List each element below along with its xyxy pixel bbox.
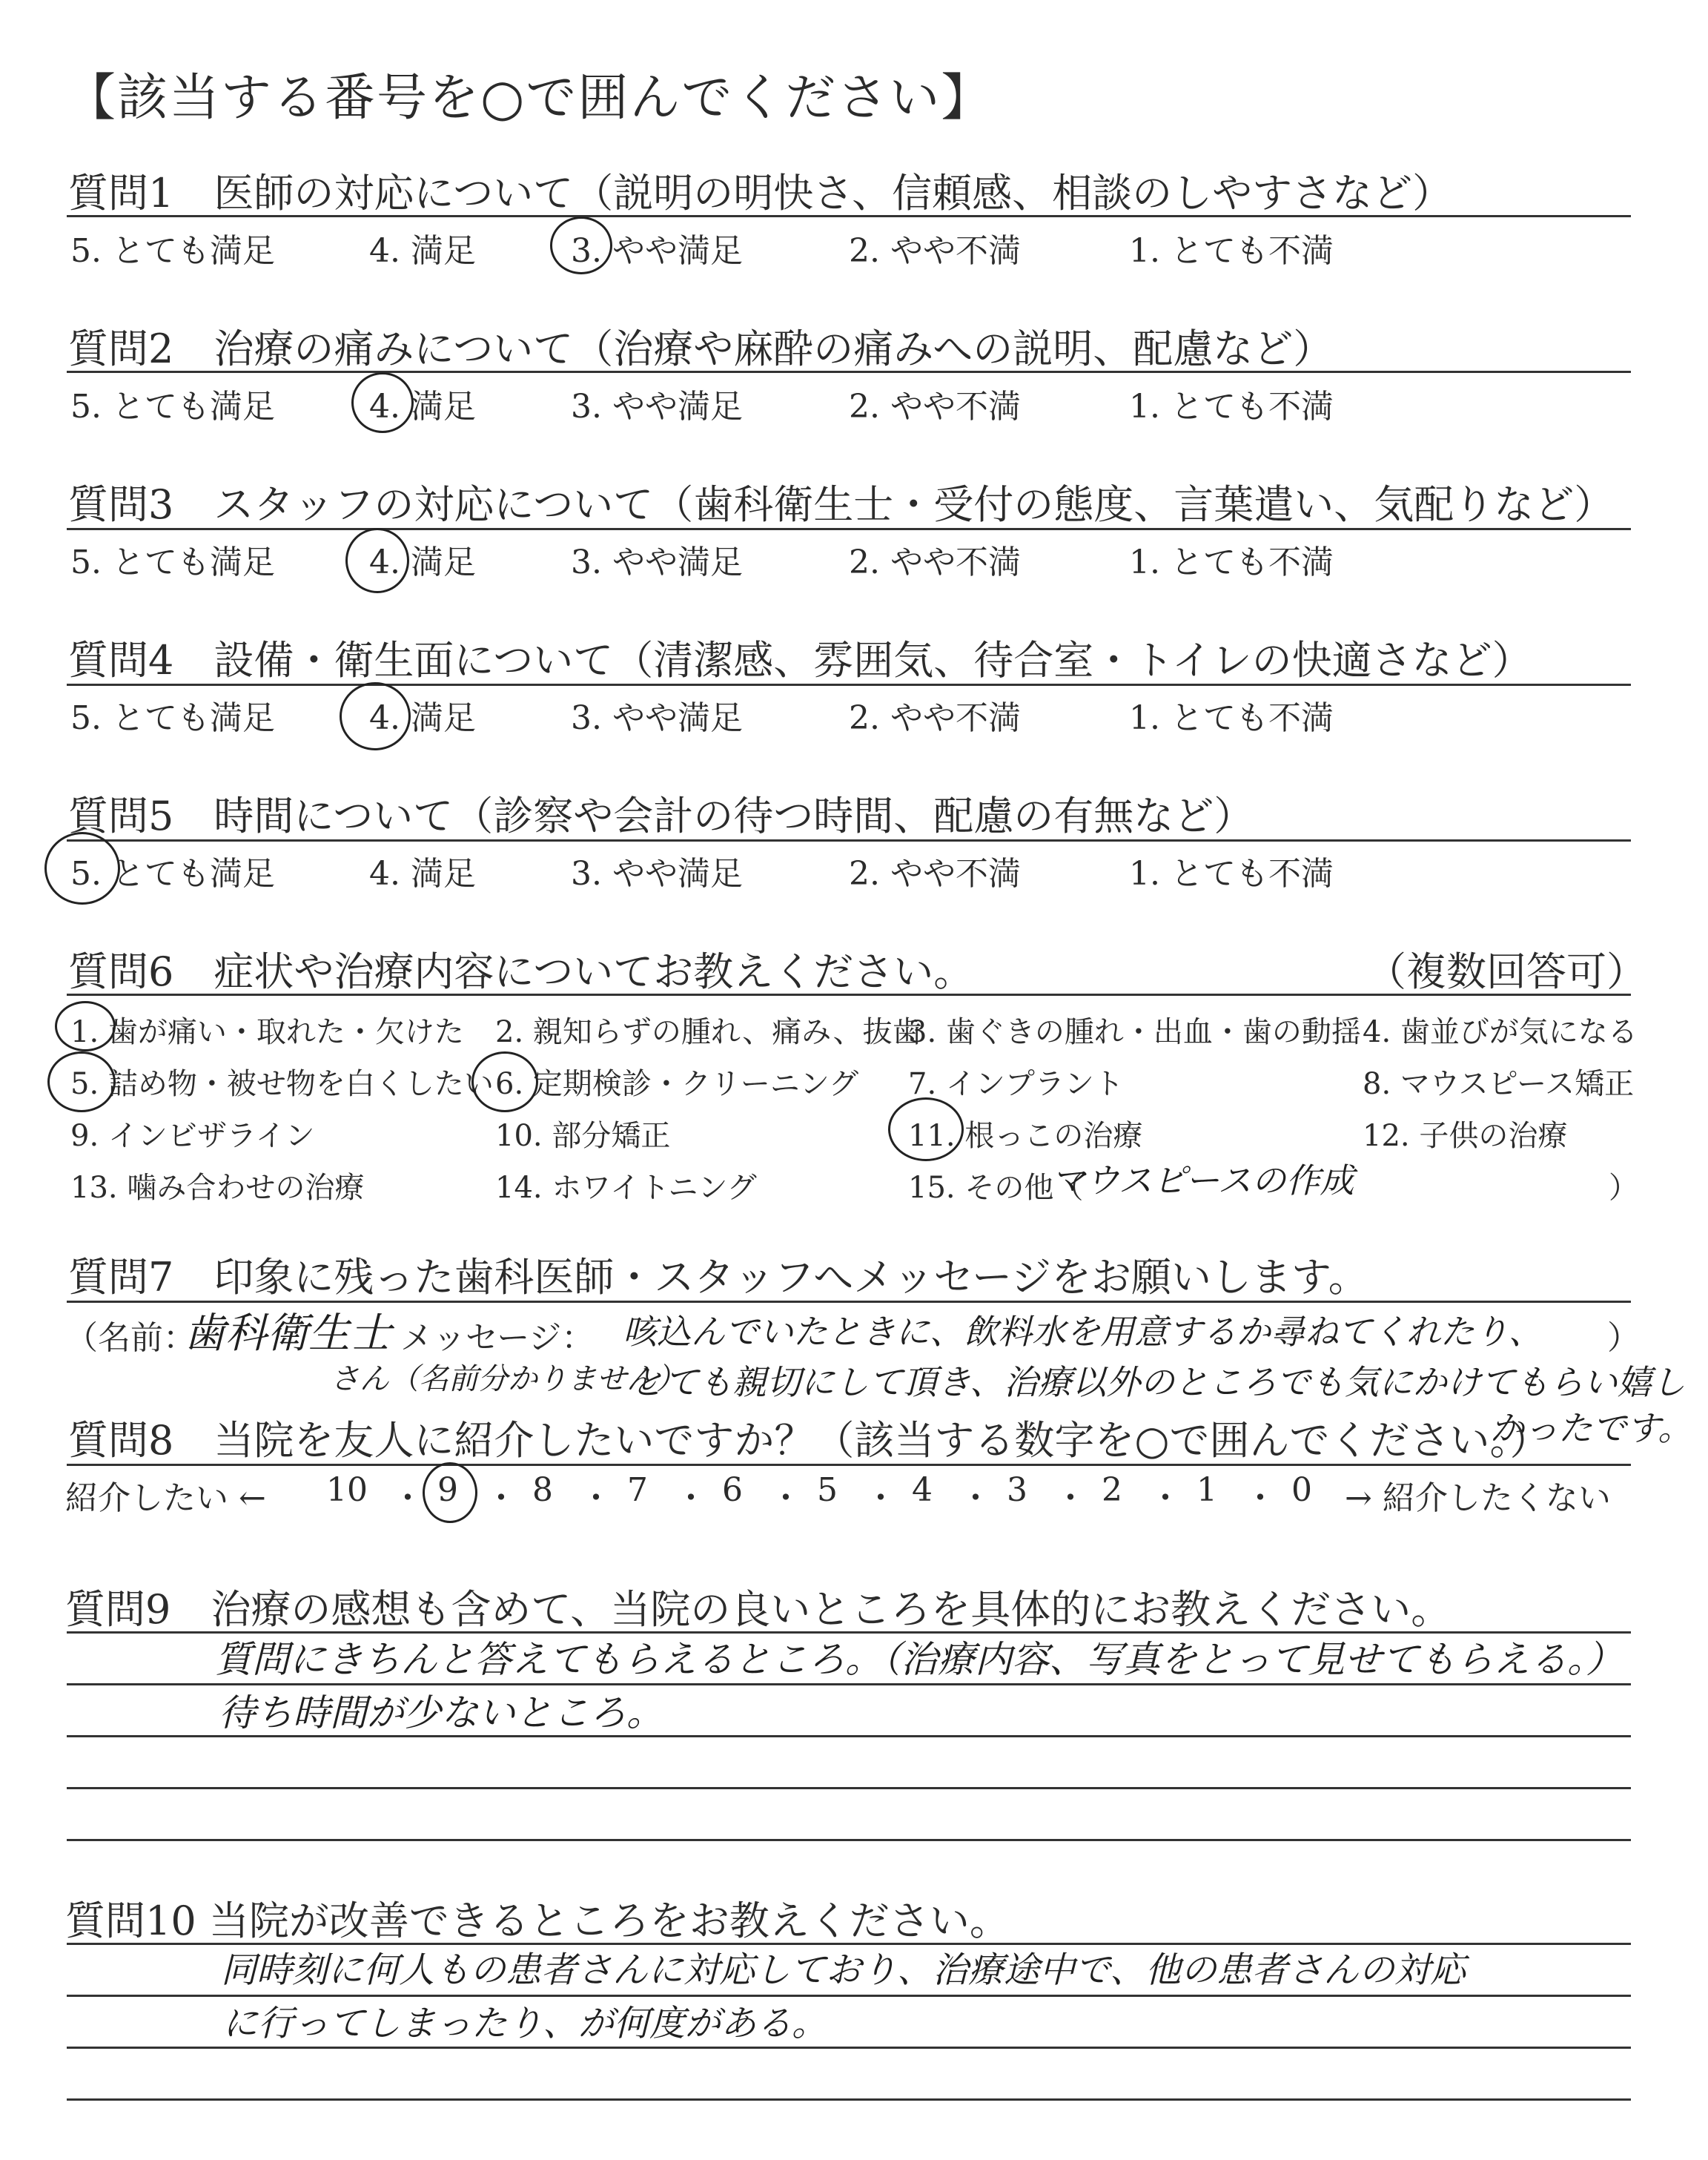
q3-option-5[interactable]: 5. とても満足 bbox=[70, 544, 275, 581]
q4-rule bbox=[67, 684, 1631, 686]
q5-title: 質問5 時間について（診察や会計の待つ時間、配慮の有無など） bbox=[68, 793, 1254, 839]
q6-title: 質問6 症状や治療内容についてお教えください。 bbox=[68, 948, 974, 995]
q6-option-11[interactable]: 11. 根っこの治療 bbox=[908, 1119, 1143, 1153]
q2-option-5[interactable]: 5. とても満足 bbox=[70, 388, 275, 426]
q6-option-10[interactable]: 10. 部分矯正 bbox=[495, 1119, 671, 1153]
q6-note: （複数回答可） bbox=[1366, 948, 1646, 995]
q8-value-9[interactable]: 9 bbox=[437, 1471, 458, 1509]
q8-separator: ・ bbox=[769, 1479, 802, 1517]
q1-option-3[interactable]: 3. やや満足 bbox=[571, 232, 743, 270]
q9-answer-line-1: 質問にきちんと答えてもらえるところ。（治療内容、写真をとって見せてもらえる。） bbox=[215, 1638, 1623, 1681]
q7-message-handwriting-2: とても親切にして頂き、治療以外のところでも気にかけてもらい嬉し bbox=[630, 1362, 1686, 1402]
q2-selection-circle bbox=[351, 372, 414, 433]
q6-other-handwriting: マウスピースの作成 bbox=[1051, 1160, 1354, 1200]
q6-option-13[interactable]: 13. 噛み合わせの治療 bbox=[70, 1171, 365, 1205]
q8-separator: ・ bbox=[391, 1479, 424, 1517]
q7-form-close: ） bbox=[1607, 1319, 1640, 1357]
q6-other-close: ） bbox=[1609, 1171, 1638, 1205]
form-header: 【該当する番号を○で囲んでください】 bbox=[65, 69, 993, 128]
q1-title: 質問1 医師の対応について（説明の明快さ、信頼感、相談のしやすさなど） bbox=[68, 170, 1453, 217]
q5-option-4[interactable]: 4. 満足 bbox=[369, 855, 476, 893]
q8-value-0[interactable]: 0 bbox=[1291, 1471, 1312, 1509]
q7-name-prefix: （名前： bbox=[65, 1319, 196, 1357]
q10-title: 質問10 当院が改善できるところをお教えください。 bbox=[65, 1898, 1010, 1944]
q1-option-1[interactable]: 1. とても不満 bbox=[1129, 232, 1334, 270]
q8-value-6[interactable]: 6 bbox=[722, 1471, 743, 1509]
q6-option-7[interactable]: 7. インプラント bbox=[908, 1067, 1124, 1101]
q9-answer-line-2: 待ち時間が少ないところ。 bbox=[219, 1691, 663, 1734]
q4-option-3[interactable]: 3. やや満足 bbox=[571, 699, 743, 737]
q8-value-2[interactable]: 2 bbox=[1102, 1471, 1122, 1509]
q6-option-14[interactable]: 14. ホワイトニング bbox=[495, 1171, 757, 1205]
q6-option-9[interactable]: 9. インビザライン bbox=[70, 1119, 315, 1153]
q2-rule bbox=[67, 371, 1631, 373]
q6-option-6[interactable]: 6. 定期検診・クリーニング bbox=[495, 1067, 859, 1101]
q1-rule bbox=[67, 215, 1631, 217]
q4-option-1[interactable]: 1. とても不満 bbox=[1129, 699, 1334, 737]
q3-option-1[interactable]: 1. とても不満 bbox=[1129, 544, 1334, 581]
q8-separator: ・ bbox=[1244, 1479, 1277, 1517]
q1-option-2[interactable]: 2. やや不満 bbox=[849, 232, 1021, 270]
q7-message-label: メッセージ： bbox=[400, 1319, 595, 1357]
q7-title: 質問7 印象に残った歯科医師・スタッフへメッセージをお願いします。 bbox=[68, 1254, 1368, 1301]
q8-value-1[interactable]: 1 bbox=[1196, 1471, 1217, 1509]
q8-title: 質問8 当院を友人に紹介したいですか？（該当する数字を○で囲んでください。） bbox=[68, 1417, 1550, 1464]
q8-value-3[interactable]: 3 bbox=[1007, 1471, 1027, 1509]
q9-rule-4 bbox=[67, 1787, 1631, 1789]
q6-option-12[interactable]: 12. 子供の治療 bbox=[1363, 1119, 1568, 1153]
q3-option-4[interactable]: 4. 満足 bbox=[369, 544, 476, 581]
q8-value-4[interactable]: 4 bbox=[912, 1471, 933, 1509]
q5-rule bbox=[67, 839, 1631, 842]
q8-value-10[interactable]: 10 bbox=[326, 1471, 368, 1509]
q8-separator: ・ bbox=[1054, 1479, 1087, 1517]
q9-title: 質問9 治療の感想も含めて、当院の良いところを具体的にお教えください。 bbox=[65, 1586, 1452, 1633]
q1-option-5[interactable]: 5. とても満足 bbox=[70, 232, 275, 270]
q8-value-8[interactable]: 8 bbox=[532, 1471, 553, 1509]
q7-message-handwriting-3: かったです。 bbox=[1490, 1408, 1692, 1448]
q2-option-2[interactable]: 2. やや不満 bbox=[849, 388, 1021, 426]
q2-option-4[interactable]: 4. 満足 bbox=[369, 388, 476, 426]
q5-option-3[interactable]: 3. やや満足 bbox=[571, 855, 743, 893]
q9-rule-5 bbox=[67, 1839, 1631, 1841]
q6-option-4[interactable]: 4. 歯並びが気になる bbox=[1363, 1015, 1638, 1049]
q6-selection-circle-11 bbox=[888, 1097, 964, 1161]
q6-selection-circle-1 bbox=[55, 1001, 116, 1051]
q8-rule bbox=[67, 1464, 1631, 1466]
q5-selection-circle bbox=[44, 832, 120, 905]
q4-option-2[interactable]: 2. やや不満 bbox=[849, 699, 1021, 737]
q4-title: 質問4 設備・衛生面について（清潔感、雰囲気、待合室・トイレの快適さなど） bbox=[68, 637, 1532, 684]
q8-separator: ・ bbox=[864, 1479, 897, 1517]
q4-option-5[interactable]: 5. とても満足 bbox=[70, 699, 275, 737]
q6-selection-circle-5 bbox=[47, 1051, 116, 1112]
q3-selection-circle bbox=[345, 528, 409, 593]
q6-option-8[interactable]: 8. マウスピース矯正 bbox=[1363, 1067, 1635, 1101]
q5-option-5[interactable]: 5. とても満足 bbox=[70, 855, 275, 893]
q7-message-handwriting-1: 咳込んでいたときに、飲料水を用意するか尋ねてくれたり、 bbox=[623, 1312, 1543, 1352]
q3-option-2[interactable]: 2. やや不満 bbox=[849, 544, 1021, 581]
q7-name-handwriting-2: さん（名前分かりません） bbox=[330, 1362, 686, 1396]
q4-selection-circle bbox=[340, 682, 411, 750]
q6-option-15[interactable]: 15. その他（ bbox=[908, 1171, 1084, 1205]
q8-separator: ・ bbox=[1149, 1479, 1182, 1517]
q10-answer-line-2: に行ってしまったり、が何度がある。 bbox=[222, 2003, 828, 2044]
q5-option-1[interactable]: 1. とても不満 bbox=[1129, 855, 1334, 893]
q6-option-1[interactable]: 1. 歯が痛い・取れた・欠けた bbox=[70, 1015, 464, 1049]
q6-option-5[interactable]: 5. 詰め物・被せ物を白くしたい bbox=[70, 1067, 494, 1101]
q10-rule-4 bbox=[67, 2098, 1631, 2101]
q8-value-5[interactable]: 5 bbox=[817, 1471, 838, 1509]
q3-option-3[interactable]: 3. やや満足 bbox=[571, 544, 743, 581]
q10-rule-3 bbox=[67, 2047, 1631, 2049]
q3-rule bbox=[67, 528, 1631, 530]
q8-selection-circle bbox=[423, 1462, 477, 1523]
q2-option-3[interactable]: 3. やや満足 bbox=[571, 388, 743, 426]
q6-option-3[interactable]: 3. 歯ぐきの腫れ・出血・歯の動揺 bbox=[908, 1015, 1361, 1049]
q8-left-label: 紹介したい ← bbox=[65, 1479, 266, 1517]
q8-separator: ・ bbox=[580, 1479, 612, 1517]
q8-separator: ・ bbox=[485, 1479, 517, 1517]
q1-option-4[interactable]: 4. 満足 bbox=[369, 232, 476, 270]
q3-title: 質問3 スタッフの対応について（歯科衛生士・受付の態度、言葉遣い、気配りなど） bbox=[68, 481, 1615, 528]
q8-value-7[interactable]: 7 bbox=[627, 1471, 648, 1509]
q6-selection-circle-6 bbox=[471, 1051, 538, 1112]
q5-option-2[interactable]: 2. やや不満 bbox=[849, 855, 1021, 893]
q1-selection-circle bbox=[550, 217, 612, 274]
q8-separator: ・ bbox=[675, 1479, 707, 1517]
q10-answer-line-1: 同時刻に何人もの患者さんに対応しており、治療途中で、他の患者さんの対応 bbox=[221, 1949, 1466, 1991]
q7-name-handwriting: 歯科衛生士 bbox=[184, 1309, 391, 1358]
q2-title: 質問2 治療の痛みについて（治療や麻酔の痛みへの説明、配慮など） bbox=[68, 326, 1334, 372]
q6-rule bbox=[67, 994, 1631, 996]
q2-option-1[interactable]: 1. とても不満 bbox=[1129, 388, 1334, 426]
q4-option-4[interactable]: 4. 満足 bbox=[369, 699, 476, 737]
q8-separator: ・ bbox=[959, 1479, 992, 1517]
q6-option-2[interactable]: 2. 親知らずの腫れ、痛み、抜歯 bbox=[495, 1015, 922, 1049]
q8-right-label: → 紹介したくない bbox=[1345, 1479, 1611, 1517]
